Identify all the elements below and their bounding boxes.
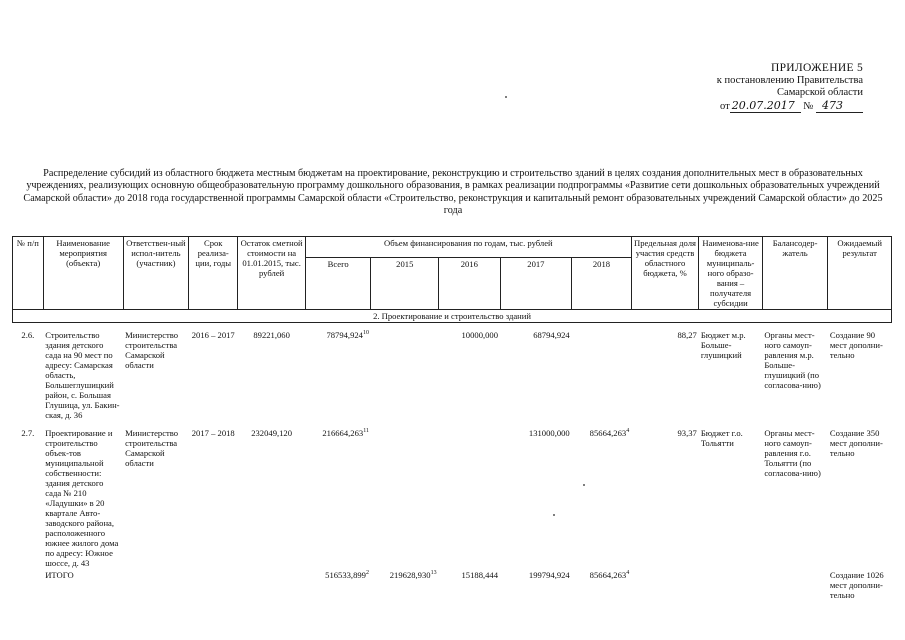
total-2016: 15188,444 xyxy=(461,569,499,580)
row-budget: Бюджет г.о. Тольятти xyxy=(700,427,743,448)
appendix-date-line xyxy=(717,100,863,114)
total-label: ИТОГО xyxy=(45,569,74,580)
row-2016 xyxy=(439,427,500,569)
header-funding: Объем финансирования по годам, тыс. рублей xyxy=(305,237,631,258)
row-holder: Органы мест-ного самоуп-равления м.р. Больше-глушицкий (по согласова-нию) xyxy=(764,329,821,390)
scan-speck xyxy=(505,96,507,98)
row-num: 2.6. xyxy=(21,329,35,340)
row-2015 xyxy=(371,329,439,427)
row-total: 78794,924$^{10}$ xyxy=(326,329,369,340)
row-share: 93,37 xyxy=(677,427,697,438)
row-name: Строительство здания детского сада на 90 мест по адресу: Самарская область, Большеглушицкий район, с. Большая Глушица, ул. Бакин-ская, д. 36 xyxy=(45,329,120,420)
table-row xyxy=(13,329,892,427)
header-executor: Ответствен-ный испол-нитель (участник) xyxy=(123,237,189,310)
total-2017: 199794,924 xyxy=(528,569,570,580)
header-2017: 2017 xyxy=(500,258,572,310)
row-term: 2017 – 2018 xyxy=(191,427,235,438)
document-heading: Распределение субсидий из областного бюджета местным бюджетам на проектирование, реконструкцию и строительство зданий в целях создания дополнительных мест в образовательных учреждениях, реализующих основную общеобразовательную программу дошкольного образования, в рамках реализации подпрограммы «Развитие сети дошкольных образовательных учреждений Самарской области» до 2018 года государственной программы Самарской области «Строительство, реконструкция и капитальный ремонт образовательных учреждений Самарской области» до 2025 года xyxy=(23,168,883,217)
appendix-block xyxy=(717,62,863,113)
row-holder: Органы мест-ного самоуп-равления г.о. Тольятти (по согласова-нию) xyxy=(764,427,821,478)
header-result: Ожидаемый результат xyxy=(828,237,892,310)
row-2015 xyxy=(371,427,439,569)
handwritten-number: 473 xyxy=(816,100,863,114)
section-row xyxy=(13,310,892,323)
appendix-title: ПРИЛОЖЕНИЕ 5 xyxy=(770,62,863,74)
total-result: Создание 1026 мест дополни-тельно xyxy=(829,569,884,600)
appendix-line-3: Самарской области xyxy=(777,87,863,98)
header-2018: 2018 xyxy=(572,258,631,310)
header-budget: Наименова-ние бюджета муниципаль-ного образо-вания – получателя субсидии xyxy=(699,237,763,310)
table-row xyxy=(13,427,892,569)
row-share: 88,27 xyxy=(677,329,697,340)
header-total: Всего xyxy=(305,258,371,310)
number-label: № xyxy=(803,100,814,112)
row-2017: 68794,924 xyxy=(533,329,570,340)
header-balance: Остаток сметной стоимости на 01.01.2015, тыс. рублей xyxy=(238,237,306,310)
row-total: 216664,263$^{11}$ xyxy=(322,427,369,438)
row-result: Создание 90 мест дополни-тельно xyxy=(829,329,883,360)
row-term: 2016 – 2017 xyxy=(191,329,235,340)
total-2018: 85664,263$^4$ xyxy=(589,569,630,580)
row-2018 xyxy=(572,329,631,427)
handwritten-date: 20.07.2017 xyxy=(730,100,801,114)
total-sum: 516533,899$^2$ xyxy=(325,569,369,580)
row-balance: 232049,120 xyxy=(251,427,293,438)
section-title: 2. Проектирование и строительство зданий xyxy=(13,310,892,323)
appendix-line-2: к постановлению Правительства xyxy=(716,74,863,86)
header-holder: Балансодер-жатель xyxy=(762,237,828,310)
header-2016: 2016 xyxy=(439,258,500,310)
row-executor: Министерство строительства Самарской области xyxy=(125,329,179,370)
header-share: Предельная доля участия средств областного бюджета, % xyxy=(631,237,699,310)
row-2016: 10000,000 xyxy=(461,329,499,340)
row-2018: 85664,263$^4$ xyxy=(589,427,630,438)
header-name: Наименование мероприятия (объекта) xyxy=(43,237,123,310)
total-row xyxy=(13,569,892,601)
from-label: от xyxy=(720,100,730,112)
row-executor: Министерство строительства Самарской области xyxy=(125,427,179,468)
total-2015: 219628,930$^{13}$ xyxy=(389,569,437,580)
row-num: 2.7. xyxy=(21,427,35,438)
row-budget: Бюджет м.р. Больше-глушицкий xyxy=(700,329,746,360)
row-2017: 131000,000 xyxy=(528,427,570,438)
subsidy-table xyxy=(12,236,892,601)
table-header xyxy=(13,237,892,310)
header-term: Срок реализа-ции, годы xyxy=(189,237,238,310)
row-result: Создание 350 мест дополни-тельно xyxy=(829,427,883,458)
header-2015: 2015 xyxy=(371,258,439,310)
row-balance: 89221,060 xyxy=(253,329,290,340)
row-name: Проектирование и строительство объек-тов муниципальной собственности: здания детского сада № 210 «Ладушки» в 20 квартале Авто-заводского района, расположенного южнее жилого дома по адресу: Южное шоссе, д. 43 xyxy=(45,427,119,568)
header-num: № п/п xyxy=(13,237,44,310)
